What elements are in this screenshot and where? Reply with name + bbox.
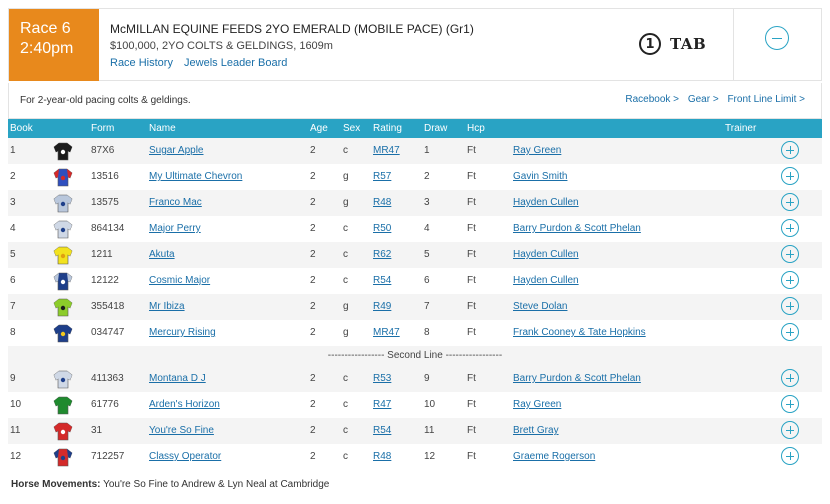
runner-sex: c bbox=[343, 275, 348, 286]
jockey-silk-icon bbox=[52, 192, 74, 214]
runner-row bbox=[8, 164, 822, 190]
runner-name-link[interactable]: You're So Fine bbox=[149, 425, 214, 436]
runner-form: 13516 bbox=[91, 171, 119, 182]
jewels-leader-board-link[interactable]: Jewels Leader Board bbox=[184, 57, 288, 69]
runner-sex: c bbox=[343, 399, 348, 410]
add-runner-plus-icon[interactable] bbox=[781, 447, 799, 465]
racebook-link[interactable]: Racebook > bbox=[625, 94, 680, 105]
runner-name-link[interactable]: Arden's Horizon bbox=[149, 399, 220, 410]
jockey-silk-icon bbox=[52, 446, 74, 468]
runner-age: 2 bbox=[310, 451, 316, 462]
runner-row bbox=[8, 320, 822, 346]
add-runner-plus-icon[interactable] bbox=[781, 395, 799, 413]
runner-name-link[interactable]: Montana D J bbox=[149, 373, 206, 384]
horse-movements-text: You're So Fine to Andrew & Lyn Neal at Cambridge bbox=[100, 479, 330, 490]
runner-rating-link[interactable]: R54 bbox=[373, 425, 392, 436]
runner-sex: c bbox=[343, 425, 348, 436]
runner-name-link[interactable]: Mr Ibiza bbox=[149, 301, 185, 312]
runner-hcp: Ft bbox=[467, 327, 476, 338]
runner-draw: 10 bbox=[424, 399, 436, 410]
runner-row bbox=[8, 216, 822, 242]
runner-form: 712257 bbox=[91, 451, 125, 462]
runner-form: 355418 bbox=[91, 301, 125, 312]
runner-sex: c bbox=[343, 373, 348, 384]
race-links bbox=[110, 55, 474, 71]
runner-hcp: Ft bbox=[467, 171, 476, 182]
race-history-link[interactable]: Race History bbox=[110, 57, 173, 69]
runner-hcp: Ft bbox=[467, 223, 476, 234]
runner-trainer-link[interactable]: Barry Purdon & Scott Phelan bbox=[513, 223, 641, 234]
jockey-silk-icon bbox=[52, 166, 74, 188]
runner-trainer-link[interactable]: Gavin Smith bbox=[513, 171, 568, 182]
race-info bbox=[110, 21, 474, 71]
race-title: McMILLAN EQUINE FEEDS 2YO EMERALD (MOBILE PACE) (Gr1) bbox=[110, 22, 474, 36]
runner-form: 13575 bbox=[91, 197, 119, 208]
col-sex: Sex bbox=[343, 123, 361, 134]
col-book: Book bbox=[10, 123, 33, 134]
runner-book: 7 bbox=[10, 301, 16, 312]
runner-trainer-link[interactable]: Barry Purdon & Scott Phelan bbox=[513, 373, 641, 384]
add-runner-plus-icon[interactable] bbox=[781, 421, 799, 439]
runner-rating-link[interactable]: R57 bbox=[373, 171, 392, 182]
runner-sex: c bbox=[343, 223, 348, 234]
add-runner-plus-icon[interactable] bbox=[781, 193, 799, 211]
runner-book: 9 bbox=[10, 373, 16, 384]
jockey-silk-icon bbox=[52, 270, 74, 292]
add-runner-plus-icon[interactable] bbox=[781, 141, 799, 159]
runner-rating-link[interactable]: R53 bbox=[373, 373, 392, 384]
runner-rating-link[interactable]: MR47 bbox=[373, 145, 400, 156]
runner-form: 411363 bbox=[91, 373, 124, 384]
runner-draw: 9 bbox=[424, 373, 430, 384]
runner-row bbox=[8, 294, 822, 320]
race-conditions: For 2-year-old pacing colts & geldings. bbox=[20, 95, 191, 106]
jockey-silk-icon bbox=[52, 394, 74, 416]
race-conditions-bar bbox=[8, 83, 822, 119]
runner-rating-link[interactable]: R49 bbox=[373, 301, 392, 312]
runner-draw: 11 bbox=[424, 425, 435, 436]
field-table-header bbox=[8, 119, 822, 138]
runner-hcp: Ft bbox=[467, 249, 476, 260]
runner-name-link[interactable]: My Ultimate Chevron bbox=[149, 171, 243, 182]
runner-age: 2 bbox=[310, 327, 316, 338]
runner-trainer-link[interactable]: Hayden Cullen bbox=[513, 197, 579, 208]
race-number-box bbox=[9, 9, 99, 81]
runner-age: 2 bbox=[310, 425, 316, 436]
race-number: Race 6 bbox=[20, 20, 71, 37]
runner-book: 11 bbox=[10, 425, 21, 436]
runner-age: 2 bbox=[310, 275, 316, 286]
runner-hcp: Ft bbox=[467, 197, 476, 208]
runner-trainer-link[interactable]: Hayden Cullen bbox=[513, 249, 579, 260]
runner-trainer-link[interactable]: Steve Dolan bbox=[513, 301, 568, 312]
runner-trainer-link[interactable]: Frank Cooney & Tate Hopkins bbox=[513, 327, 646, 338]
runner-form: 31 bbox=[91, 425, 103, 436]
runner-book: 8 bbox=[10, 327, 16, 338]
runner-name-link[interactable]: Cosmic Major bbox=[149, 275, 211, 286]
runner-book: 1 bbox=[10, 145, 16, 156]
col-draw: Draw bbox=[424, 123, 448, 134]
runner-form: 864134 bbox=[91, 223, 125, 234]
runner-trainer-link[interactable]: Graeme Rogerson bbox=[513, 451, 596, 462]
runner-draw: 12 bbox=[424, 451, 436, 462]
runner-rating-link[interactable]: R62 bbox=[373, 249, 392, 260]
runner-sex: c bbox=[343, 145, 348, 156]
runner-age: 2 bbox=[310, 399, 316, 410]
runner-draw: 1 bbox=[424, 145, 430, 156]
tab-logo-text: TAB bbox=[670, 35, 707, 53]
col-name: Name bbox=[149, 123, 176, 134]
runner-name-link[interactable]: Franco Mac bbox=[149, 197, 202, 208]
runner-hcp: Ft bbox=[467, 451, 476, 462]
runner-sex: g bbox=[343, 327, 349, 338]
runner-name-link[interactable]: Akuta bbox=[149, 249, 175, 260]
minus-circle-icon[interactable] bbox=[765, 26, 789, 50]
gear-link[interactable]: Gear > bbox=[687, 94, 719, 105]
runner-book: 4 bbox=[10, 223, 16, 234]
col-trainer: Trainer bbox=[725, 123, 757, 134]
add-runner-plus-icon[interactable] bbox=[781, 323, 799, 341]
second-line-divider: ----------------- Second Line ----------------- bbox=[8, 346, 822, 366]
add-runner-plus-icon[interactable] bbox=[781, 219, 799, 237]
runner-age: 2 bbox=[310, 249, 316, 260]
runner-row bbox=[8, 366, 822, 392]
add-runner-plus-icon[interactable] bbox=[781, 167, 799, 185]
runner-book: 10 bbox=[10, 399, 22, 410]
runner-draw: 8 bbox=[424, 327, 430, 338]
runner-draw: 6 bbox=[424, 275, 430, 286]
runner-age: 2 bbox=[310, 301, 316, 312]
race-tools-links bbox=[619, 94, 805, 105]
runner-hcp: Ft bbox=[467, 145, 476, 156]
runner-sex: c bbox=[343, 249, 348, 260]
runner-sex: g bbox=[343, 197, 349, 208]
jockey-silk-icon bbox=[52, 244, 74, 266]
runner-rating-link[interactable]: R50 bbox=[373, 223, 392, 234]
horse-movements-label: Horse Movements: bbox=[11, 479, 101, 490]
tab-logo bbox=[639, 33, 706, 55]
runner-form: 1211 bbox=[91, 249, 113, 260]
runner-name-link[interactable]: Mercury Rising bbox=[149, 327, 216, 338]
runner-book: 5 bbox=[10, 249, 16, 260]
col-form: Form bbox=[91, 123, 115, 134]
runner-row bbox=[8, 190, 822, 216]
runner-name-link[interactable]: Classy Operator bbox=[149, 451, 222, 462]
runner-trainer-link[interactable]: Hayden Cullen bbox=[513, 275, 579, 286]
runner-form: 87X6 bbox=[91, 145, 115, 156]
runner-row bbox=[8, 418, 822, 444]
runner-book: 12 bbox=[10, 451, 22, 462]
runner-hcp: Ft bbox=[467, 425, 476, 436]
runner-age: 2 bbox=[310, 171, 316, 182]
runner-sex: g bbox=[343, 301, 349, 312]
jockey-silk-icon bbox=[52, 420, 74, 442]
col-rating: Rating bbox=[373, 123, 402, 134]
runner-draw: 3 bbox=[424, 197, 430, 208]
runner-hcp: Ft bbox=[467, 373, 476, 384]
jockey-silk-icon bbox=[52, 218, 74, 240]
runner-trainer-link[interactable]: Ray Green bbox=[513, 399, 562, 410]
jockey-silk-icon bbox=[52, 322, 74, 344]
runner-age: 2 bbox=[310, 373, 316, 384]
runner-book: 6 bbox=[10, 275, 16, 286]
front-line-limit-link[interactable]: Front Line Limit > bbox=[727, 94, 805, 105]
runner-rating-link[interactable]: R48 bbox=[373, 197, 392, 208]
runner-form: 12122 bbox=[91, 275, 119, 286]
add-runner-plus-icon[interactable] bbox=[781, 369, 799, 387]
runner-draw: 4 bbox=[424, 223, 430, 234]
runner-row bbox=[8, 242, 822, 268]
runner-row bbox=[8, 392, 822, 418]
runner-age: 2 bbox=[310, 145, 316, 156]
runner-rating-link[interactable]: MR47 bbox=[373, 327, 400, 338]
runner-age: 2 bbox=[310, 197, 316, 208]
jockey-silk-icon bbox=[52, 368, 74, 390]
jockey-silk-icon bbox=[52, 296, 74, 318]
runner-draw: 7 bbox=[424, 301, 430, 312]
runner-draw: 5 bbox=[424, 249, 430, 260]
horse-movements bbox=[11, 479, 329, 490]
runner-name-link[interactable]: Major Perry bbox=[149, 223, 201, 234]
runner-row bbox=[8, 444, 822, 470]
runner-sex: g bbox=[343, 171, 349, 182]
race-time: 2:40pm bbox=[20, 40, 74, 57]
runner-form: 034747 bbox=[91, 327, 125, 338]
runner-rating-link[interactable]: R47 bbox=[373, 399, 392, 410]
runner-hcp: Ft bbox=[467, 399, 476, 410]
runner-form: 61776 bbox=[91, 399, 119, 410]
jockey-silk-icon bbox=[52, 140, 74, 162]
runner-hcp: Ft bbox=[467, 275, 476, 286]
race-header bbox=[8, 8, 822, 81]
runner-book: 2 bbox=[10, 171, 16, 182]
runner-rating-link[interactable]: R48 bbox=[373, 451, 392, 462]
runner-book: 3 bbox=[10, 197, 16, 208]
add-runner-plus-icon[interactable] bbox=[781, 271, 799, 289]
runner-trainer-link[interactable]: Ray Green bbox=[513, 145, 562, 156]
runner-draw: 2 bbox=[424, 171, 430, 182]
add-runner-plus-icon[interactable] bbox=[781, 297, 799, 315]
runner-age: 2 bbox=[310, 223, 316, 234]
runner-trainer-link[interactable]: Brett Gray bbox=[513, 425, 559, 436]
runner-row bbox=[8, 268, 822, 294]
col-hcp: Hcp bbox=[467, 123, 485, 134]
add-runner-plus-icon[interactable] bbox=[781, 245, 799, 263]
runner-name-link[interactable]: Sugar Apple bbox=[149, 145, 204, 156]
tab-logo-number: 1 bbox=[639, 33, 661, 55]
runner-row bbox=[8, 138, 822, 164]
runner-rating-link[interactable]: R54 bbox=[373, 275, 392, 286]
col-age: Age bbox=[310, 123, 328, 134]
runner-sex: c bbox=[343, 451, 348, 462]
race-subtitle: $100,000, 2YO COLTS & GELDINGS, 1609m bbox=[110, 40, 333, 52]
header-divider bbox=[733, 9, 734, 81]
runner-hcp: Ft bbox=[467, 301, 476, 312]
